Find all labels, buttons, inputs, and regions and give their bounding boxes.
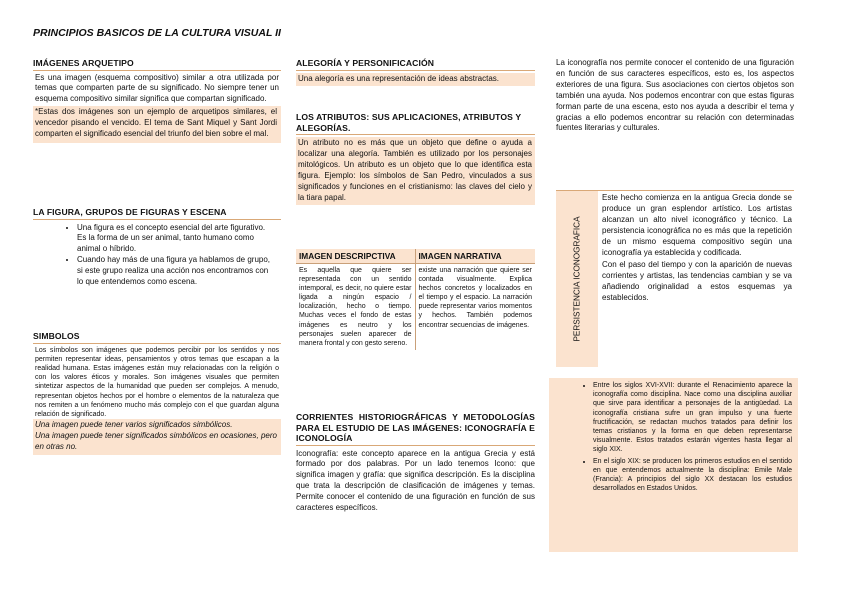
corrientes-text: Iconografía: este concepto aparece en la antigua Grecia y está formado por dos palabras. Por un lado tenemos Icono: que significa imagen y grafía: que significa descripción. Es la disciplina que trata la descripción de clasificación de imágenes y temas. Permite conocer el contenido de una figuración en función de sus caracteres específicos. <box>296 448 535 513</box>
list-item: • Cuando hay más de una figura ya hablamos de grupo, si este grupo realiza una acción nos encontramos con lo que entendemos como escena. <box>77 255 275 288</box>
simbolos-note-1: Una imagen puede tener varios significados simbólicos. <box>35 420 233 430</box>
list-item: • En el siglo XIX: se producen los primeros estudios en el sentido en que entendemos actualmente la disciplina: Emile Male (Francia): A principios del siglo XX destacan los estudios desarrollados en Estados Unidos. <box>593 457 792 494</box>
simbolos-notes <box>33 419 281 455</box>
heading-imagenes-arquetipo: IMÁGENES ARQUETIPO <box>33 58 281 71</box>
imagenes-arquetipo-note: *Estas dos imágenes son un ejemplo de arquetipos similares, el vencedor pisando el vencido. El tema de Sant Miquel y Sant Jordi comparten el significado esencial del triunfo del bien sobre el mal. <box>33 106 281 143</box>
simbolos-text: Los símbolos son imágenes que podemos percibir por los sentidos y nos permiten representar ideas, pensamientos y otros temas que escapan a la realidad humana. Estas imágenes están muy relacionadas con la religión o con los valores éticos y morales. Son imágenes visuales que permiten sintetizar aspectos de la humanidad que pueden ser complejos. A menudo, representan objetos hechos por el hombre o elementos de la naturaleza que nos remiten a un fenómeno mucho más complejo con el que guardan alguna relación de significado. <box>35 346 279 418</box>
section-la-figura <box>33 207 281 288</box>
heading-alegoria: ALEGORÍA Y PERSONIFICACIÓN <box>296 58 535 71</box>
table-cell-descriptiva: Es aquella que quiere ser representada con un sentido intemporal, es decir, no quiere estar ligada a ningún espacio / localización, hecho o tiempo. Muchas veces el fondo de estas imágenes es neutro y los personajes suelen aparecer de manera frontal y con gesto sereno. <box>299 267 412 347</box>
iconografia-intro: La iconografía nos permite conocer el contenido de una figuración en función de sus caracteres específicos, esto es, los aspectos exteriores de una figura. Sus asociaciones con ciertos objetos son también una ayuda. Nos podemos encontrar con que estas figuras forman parte de una escena, esto nos ayuda a describir el tema y gracias a ello podemos encontrar su relación con determinadas fuentes literarias y culturales. <box>556 58 794 133</box>
page-title: PRINCIPIOS BASICOS DE LA CULTURA VISUAL II <box>33 27 281 39</box>
siglos-box <box>549 378 798 552</box>
persistencia-content <box>602 193 792 304</box>
list-item: • Entre los siglos XVI-XVII: durante el Renacimiento aparece la iconografía como disciplina. Nace como una disciplina auxiliar que sirve para identificar a personajes de la antigüedad. La iconografía cristiana sufre un gran impulso y una fuerte fructificación, se redactan muchos tratados para definir los temas cristianos y la forma en que deben representarse visualmente. Estos tratados estarán vigentes hasta llegar al siglo XIX. <box>593 381 792 455</box>
imagenes-arquetipo-text: Es una imagen (esquema compositivo) similar a otra utilizada por temas que comparten parte de su significado. No siempre tener un esquema compositivo similar significa que compartan significado. <box>35 72 279 104</box>
atributos-text: Un atributo no es más que un objeto que define o ayuda a localizar una alegoría. También es utilizado por los personajes mitológicos. Un atributo es un objeto que lo que identifica esta figura. Ejemplo: los símbolos de San Pedro, vinculados a sus significados y funciones en el cristianismo: las claves del cielo y la tiara papal. <box>296 137 535 205</box>
list-item: • Una figura es el concepto esencial del arte figurativo. Es la forma de un ser animal, tanto humano como animal o híbrido. <box>77 223 275 256</box>
imagen-comparison-table <box>296 249 535 350</box>
persistencia-label-band <box>556 191 598 367</box>
section-imagenes-arquetipo <box>33 58 281 143</box>
heading-atributos: LOS ATRIBUTOS: SUS APLICACIONES, ATRIBUTOS Y ALEGORÍAS. <box>296 112 535 135</box>
simbolos-note-2: Una imagen puede tener significados simbólicos en ocasiones, pero en otras no. <box>35 431 277 451</box>
persistencia-box <box>556 190 794 367</box>
table-header-descriptiva: IMAGEN DESCRIPCTIVA <box>296 249 415 264</box>
section-alegoria <box>296 58 535 86</box>
section-corrientes <box>296 412 535 514</box>
heading-corrientes: CORRIENTES HISTORIOGRÁFICAS Y METODOLOGÍAS PARA EL ESTUDIO DE LAS IMÁGENES: ICONOGRAFÍA E ICONOLOGÍA <box>296 412 535 446</box>
section-simbolos <box>33 331 281 455</box>
alegoria-text: Una alegoría es una representación de ideas abstractas. <box>296 73 535 87</box>
table-cell-narrativa: existe una narración que quiere ser contada visualmente. Explica hechos concretos y localizados en el tiempo y el espacio. La narración puede representar varios momentos y hechos. También podemos encontrar secuencias de imágenes. <box>415 264 535 350</box>
persistencia-text-2: Con el paso del tiempo y con la aparición de nuevas corrientes y artistas, las tendencias cambian y se va añadiendo originalidad a estos esquemas ya establecidos. <box>602 260 792 303</box>
persistencia-text-1: Este hecho comienza en la antigua Grecia donde se produce un gran esplendor artístico. Los artistas alcanzan un alto nivel iconográfico y técnico. La persistencia iconográfica no es más que la repetición de un mismo esquema compositivo según una iconografía ya establecida y codificada. <box>602 193 792 257</box>
persistencia-label: PERSISTENCIA ICONOGRAFICA <box>572 216 582 342</box>
heading-simbolos: SIMBOLOS <box>33 331 281 344</box>
table-header-narrativa: IMAGEN NARRATIVA <box>415 249 535 264</box>
section-atributos <box>296 112 535 205</box>
heading-la-figura: LA FIGURA, GRUPOS DE FIGURAS Y ESCENA <box>33 207 281 220</box>
